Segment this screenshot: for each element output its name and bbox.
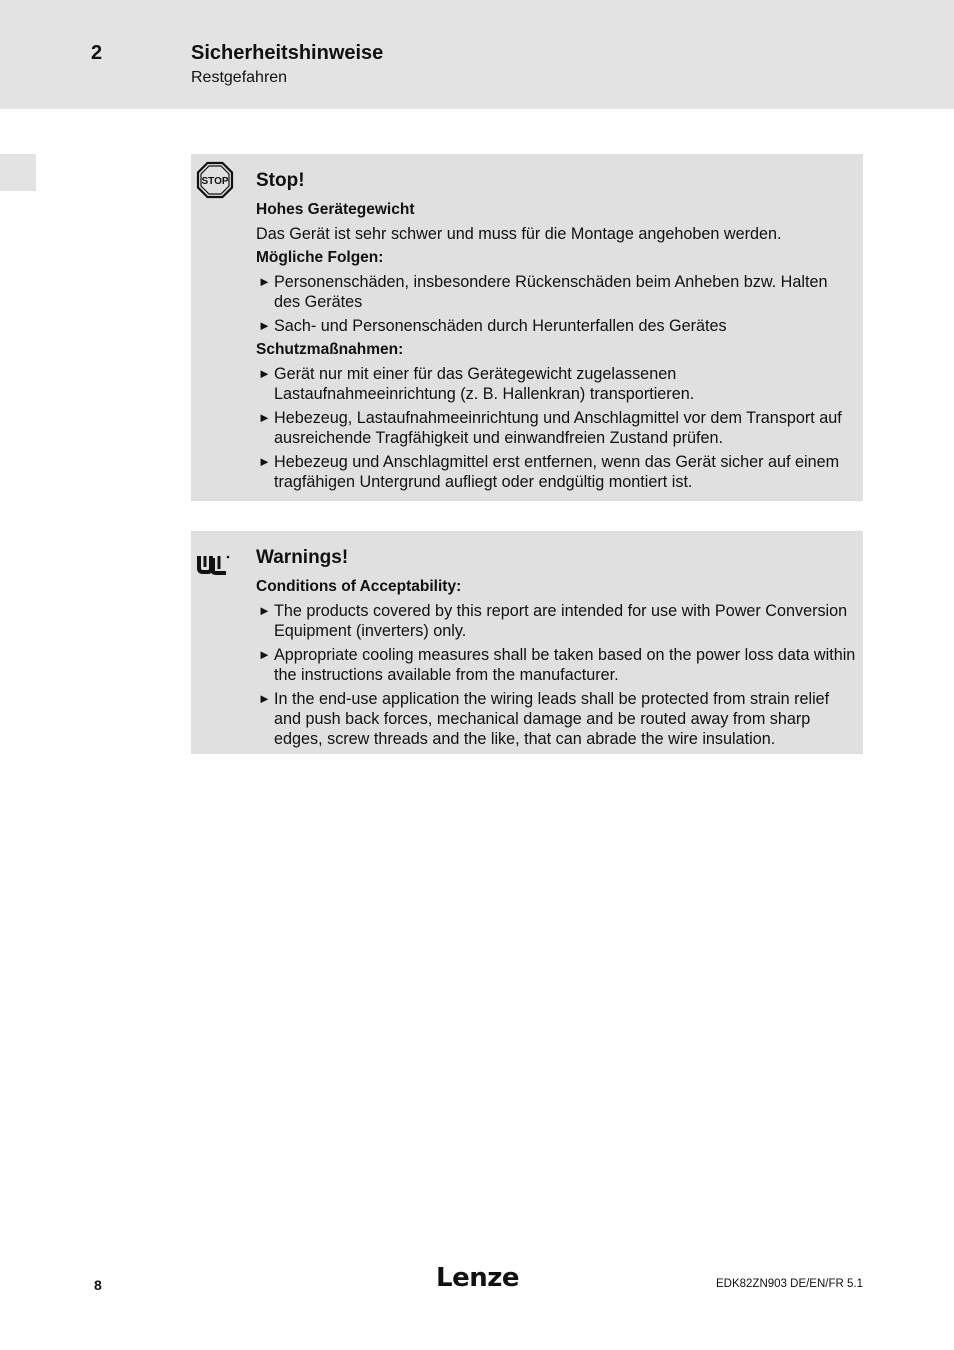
lenze-logo: Lenze <box>436 1263 519 1293</box>
stop-notice <box>191 154 863 501</box>
bullet-arrow-icon: ► <box>258 603 271 618</box>
measures-list <box>256 364 857 492</box>
warning-title: Warnings! <box>256 547 349 568</box>
measures-label: Schutzmaßnahmen: <box>256 341 404 358</box>
list-item: ► Appropriate cooling measures shall be taken based on the power loss data within the instructions available from the manufacturer. <box>258 646 856 684</box>
stop-sign-icon <box>196 161 234 199</box>
bullet-arrow-icon: ► <box>258 647 271 662</box>
chapter-subtitle: Restgefahren <box>191 69 288 86</box>
list-item: ► In the end-use application the wiring leads shall be protected from strain relief and push back forces, mechanical damage and be routed away from sharp edges, screw threads and the like, that can abrade the wire insulation. <box>258 690 830 748</box>
chapter-title: Sicherheitshinweise <box>191 42 384 64</box>
warning-notice <box>191 531 863 754</box>
bullet-arrow-icon: ► <box>258 274 271 289</box>
stop-title: Stop! <box>256 170 305 191</box>
consequences-label: Mögliche Folgen: <box>256 249 384 266</box>
bullet-arrow-icon: ► <box>258 410 271 425</box>
list-item: ► Hebezeug, Lastaufnahmeeinrichtung und Anschlagmittel vor dem Transport auf ausreichende Tragfähigkeit und einwandfreien Zustand prüfen. <box>258 409 842 447</box>
document-id: EDK82ZN903 DE/EN/FR 5.1 <box>715 1278 863 1290</box>
list-item: ► Hebezeug und Anschlagmittel erst entfernen, wenn das Gerät sicher auf einem tragfähigen Untergrund aufliegt oder endgültig montiert ist. <box>258 453 840 491</box>
bullet-arrow-icon: ► <box>258 691 271 706</box>
side-tab <box>0 154 36 191</box>
warning-heading: Conditions of Acceptability: <box>256 578 462 595</box>
stop-intro: Das Gerät ist sehr schwer und muss für die Montage angehoben werden. <box>256 225 782 243</box>
svg-text:STOP: STOP <box>201 176 229 187</box>
bullet-arrow-icon: ► <box>258 366 271 381</box>
stop-heading: Hohes Gerätegewicht <box>256 201 415 218</box>
warning-list <box>256 601 857 749</box>
list-item: ► Sach- und Personenschäden durch Herunterfallen des Gerätes <box>258 317 727 335</box>
bullet-arrow-icon: ► <box>258 318 271 333</box>
page-number: 8 <box>94 1277 102 1293</box>
bullet-arrow-icon: ► <box>258 454 271 469</box>
list-item: ► Personenschäden, insbesondere Rückenschäden beim Anheben bzw. Halten des Gerätes <box>258 273 828 311</box>
consequences-list <box>256 272 857 336</box>
ul-mark-icon <box>196 538 234 576</box>
list-item: ► The products covered by this report are intended for use with Power Conversion Equipment (inverters) only. <box>258 602 848 640</box>
chapter-number: 2 <box>91 42 103 64</box>
list-item: ► Gerät nur mit einer für das Gerätegewicht zugelassenen Lastaufnahmeeinrichtung (z. B. Hallenkran) transportieren. <box>258 365 695 403</box>
header-band <box>0 0 954 109</box>
